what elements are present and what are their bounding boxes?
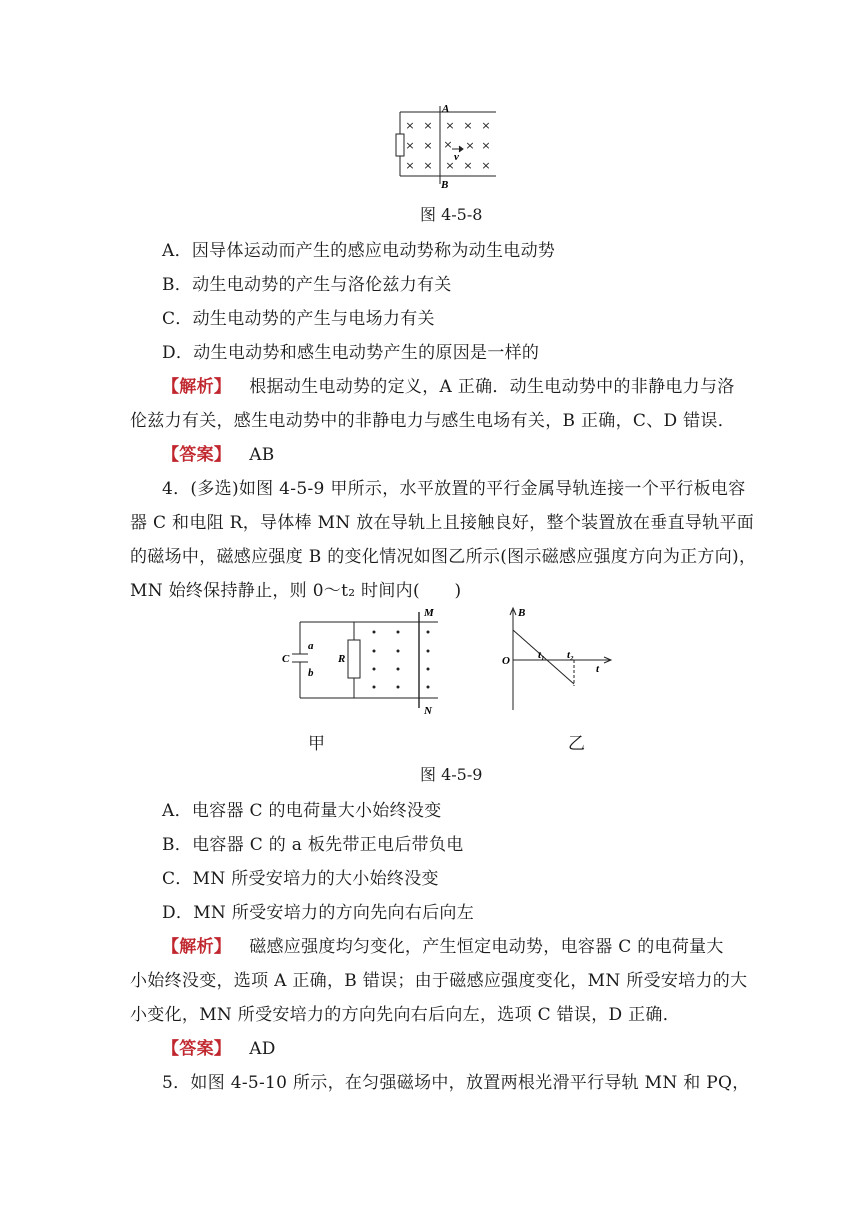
q4-analysis-line-3: 小变化，MN 所受安培力的方向先向右后向左，选项 C 错误，D 正确． xyxy=(130,1005,681,1025)
q5-stem-line-1: 5．如图 4-5-10 所示，在匀强磁场中，放置两根光滑平行导轨 MN 和 PQ， xyxy=(162,1073,750,1093)
svg-text:×: × xyxy=(445,159,455,172)
q4-analysis-tag: 【解析】 xyxy=(162,937,232,957)
q4-option-c: C．MN 所受安培力的大小始终没变 xyxy=(162,869,439,889)
q4-answer-tag: 【答案】 xyxy=(162,1039,232,1059)
label-v: v xyxy=(454,151,459,163)
figure-4-5-8 xyxy=(390,104,500,190)
svg-text:×: × xyxy=(445,119,455,132)
label-a: A xyxy=(442,104,450,115)
analysis-line-2: 伦兹力有关，感生电动势中的非静电力与感生电场有关，B 正确，C、D 错误． xyxy=(130,411,736,431)
q4-option-b: B．电容器 C 的 a 板先带正电后带负电 xyxy=(162,835,464,855)
figure-jia-circuit xyxy=(278,604,448,714)
svg-text:×: × xyxy=(481,159,491,172)
q4-option-a: A．电容器 C 的电荷量大小始终没变 xyxy=(162,801,442,821)
answer-line xyxy=(162,440,275,465)
answer-tag: 【答案】 xyxy=(162,445,232,465)
label-b: B xyxy=(441,179,449,190)
option-c: C．动生电动势的产生与电场力有关 xyxy=(162,309,435,329)
svg-text:×: × xyxy=(481,119,491,132)
label-c: C xyxy=(282,653,290,665)
q4-stem-line-1: 4．(多选)如图 4-5-9 甲所示，水平放置的平行金属导轨连接一个平行板电容 xyxy=(162,479,746,499)
q4-analysis-line-1: 【解析】 磁感应强度均匀变化，产生恒定电动势，电容器 C 的电荷量大 xyxy=(162,937,724,957)
axis-t-label: t xyxy=(596,663,600,675)
svg-text:×: × xyxy=(465,139,475,152)
figure-caption-4-5-9: 图 4-5-9 xyxy=(420,765,483,784)
svg-text:×: × xyxy=(423,159,433,172)
option-a: A．因导体运动而产生的感应电动势称为动生电动势 xyxy=(162,241,556,261)
q4-answer-value: AD xyxy=(249,1039,276,1059)
q4-stem-line-3: 的磁场中，磁感应强度 B 的变化情况如图乙所示(图示磁感应强度方向为正方向)， xyxy=(130,547,757,567)
svg-text:×: × xyxy=(405,119,415,132)
figure-yi-graph xyxy=(498,604,618,714)
label-r: R xyxy=(338,653,346,665)
svg-text:×: × xyxy=(463,159,473,172)
svg-text:×: × xyxy=(481,139,491,152)
q4-option-d: D．MN 所受安培力的方向先向右后向左 xyxy=(162,903,475,923)
q4-stem-line-4: MN 始终保持静止，则 0～t₂ 时间内( ) xyxy=(130,581,462,601)
figure-yi-label: 乙 xyxy=(568,734,585,754)
answer-value: AB xyxy=(249,445,275,465)
analysis-tag: 【解析】 xyxy=(162,377,232,397)
q4-analysis-line-2: 小始终没变，选项 A 正确，B 错误；由于磁感应强度变化，MN 所受安培力的大 xyxy=(130,971,748,991)
figure-jia-label: 甲 xyxy=(308,734,325,754)
svg-text:×: × xyxy=(423,119,433,132)
q4-answer-line xyxy=(162,1034,276,1059)
label-plate-b: b xyxy=(308,667,314,679)
axis-b-label: B xyxy=(518,607,526,619)
t1-label: t₁ xyxy=(538,649,545,661)
label-n: N xyxy=(424,705,432,714)
figure-caption: 图 4-5-8 xyxy=(420,205,483,224)
svg-text:×: × xyxy=(463,119,473,132)
option-d: D．动生电动势和感生电动势产生的原因是一样的 xyxy=(162,343,540,363)
q4-stem-line-2: 器 C 和电阻 R，导体棒 MN 放在导轨上且接触良好，整个装置放在垂直导轨平面 xyxy=(130,513,755,533)
svg-text:×: × xyxy=(405,139,415,152)
svg-text:×: × xyxy=(443,138,453,151)
origin-label: O xyxy=(502,655,510,667)
label-plate-a: a xyxy=(308,640,314,652)
label-m: M xyxy=(424,607,434,619)
option-b: B．动生电动势的产生与洛伦兹力有关 xyxy=(162,275,452,295)
t2-label: t₂ xyxy=(567,649,574,661)
svg-text:×: × xyxy=(405,159,415,172)
svg-text:×: × xyxy=(423,139,433,152)
analysis-line-1: 【解析】 根据动生电动势的定义，A 正确．动生电动势中的非静电力与洛 xyxy=(162,377,735,397)
